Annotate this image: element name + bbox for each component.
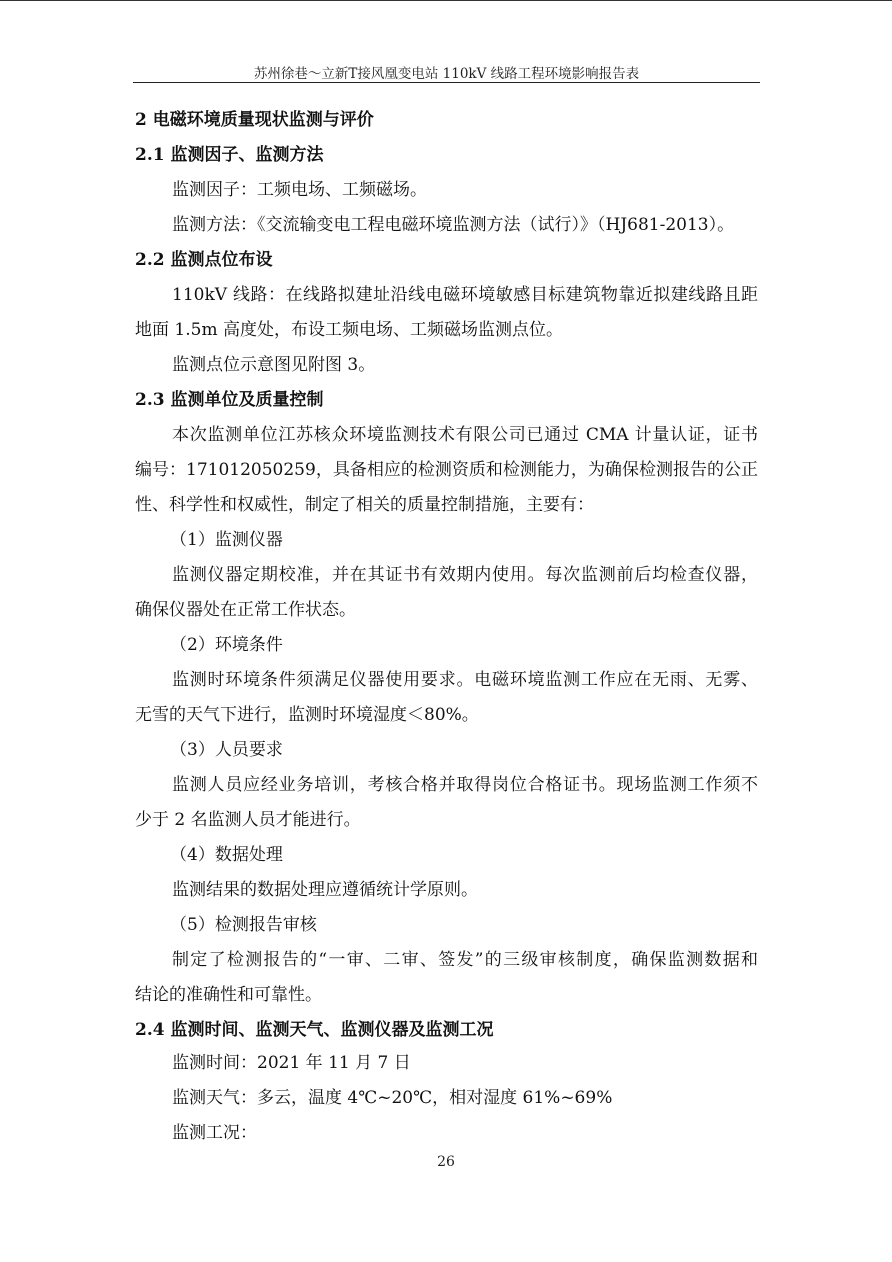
section-heading: 2 电磁环境质量现状监测与评价 [135, 110, 374, 130]
paragraph-line: 结论的准确性和可靠性。 [135, 985, 322, 1005]
subsection-heading: 2.1 监测因子、监测方法 [135, 145, 324, 165]
paragraph-line: 监测时间：2021 年 11 月 7 日 [172, 1053, 411, 1073]
list-item-heading: （1）监测仪器 [170, 530, 283, 550]
paragraph-line: 监测点位示意图见附图 3。 [172, 355, 376, 375]
paragraph-line: 监测工况： [172, 1123, 257, 1143]
paragraph-line: 监测仪器定期校准，并在其证书有效期内使用。每次监测前后均检查仪器， [172, 565, 758, 585]
paragraph-line: 110kV 线路：在线路拟建址沿线电磁环境敏感目标建筑物靠近拟建线路且距 [172, 285, 758, 305]
header-rule [133, 82, 760, 83]
paragraph-line: 监测结果的数据处理应遵循统计学原则。 [172, 880, 478, 900]
paragraph-line: 性、科学性和权威性，制定了相关的质量控制措施，主要有： [135, 495, 594, 515]
paragraph-line: 本次监测单位江苏核众环境监测技术有限公司已通过 CMA 计量认证，证书 [172, 425, 758, 445]
paragraph-line: 确保仪器处在正常工作状态。 [135, 600, 356, 620]
list-item-heading: （2）环境条件 [170, 635, 283, 655]
list-item-heading: （5）检测报告审核 [170, 915, 317, 935]
subsection-heading: 2.3 监测单位及质量控制 [135, 390, 324, 410]
paragraph-line: 监测人员应经业务培训，考核合格并取得岗位合格证书。现场监测工作须不 [172, 775, 758, 795]
paragraph-line: 监测时环境条件须满足仪器使用要求。电磁环境监测工作应在无雨、无雾、 [172, 670, 758, 690]
paragraph-line: 少于 2 名监测人员才能进行。 [135, 810, 361, 830]
paragraph-line: 监测因子：工频电场、工频磁场。 [172, 180, 427, 200]
list-item-heading: （3）人员要求 [170, 740, 283, 760]
page-header: 苏州徐巷～立新T接风凰变电站 110kV 线路工程环境影响报告表 [253, 66, 640, 82]
page-number: 26 [437, 1154, 455, 1170]
subsection-heading: 2.4 监测时间、监测天气、监测仪器及监测工况 [135, 1020, 494, 1040]
list-item-heading: （4）数据处理 [170, 845, 283, 865]
paragraph-line: 监测天气：多云，温度 4℃~20℃，相对湿度 61%~69% [172, 1088, 613, 1108]
paragraph-line: 编号：171012050259，具备相应的检测资质和检测能力，为确保检测报告的公正 [135, 460, 758, 480]
paragraph-line: 地面 1.5m 高度处，布设工频电场、工频磁场监测点位。 [135, 320, 563, 340]
paragraph-line: 无雪的天气下进行，监测时环境湿度＜80%。 [135, 705, 479, 725]
paragraph-line: 监测方法：《交流输变电工程电磁环境监测方法（试行）》（HJ681-2013）。 [172, 215, 735, 235]
page-top-border [0, 0, 892, 1]
subsection-heading: 2.2 监测点位布设 [135, 250, 273, 270]
paragraph-line: 制定了检测报告的“一审、二审、签发”的三级审核制度，确保监测数据和 [172, 950, 758, 970]
